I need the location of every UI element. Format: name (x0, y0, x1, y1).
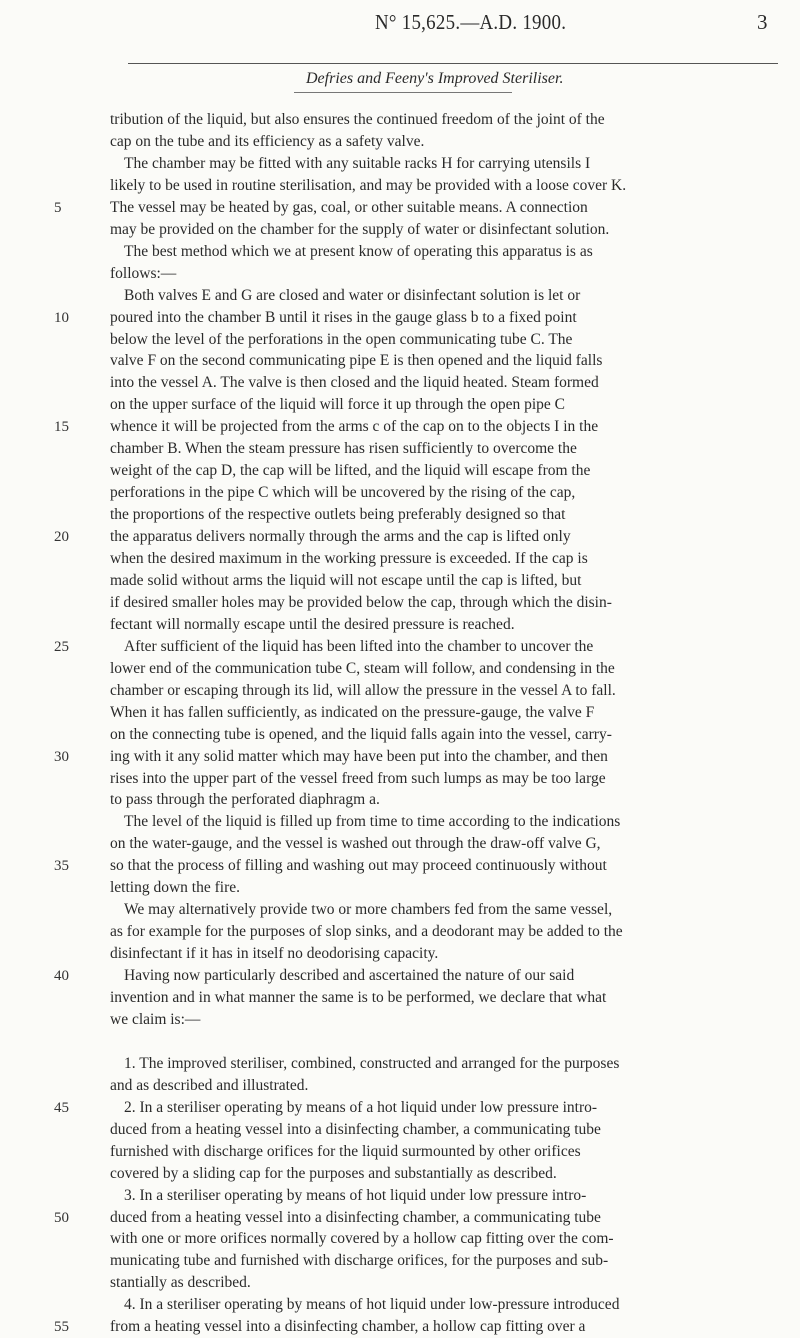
text-line (54, 943, 784, 965)
line-number: 10 (54, 309, 69, 326)
line-text: invention and in what manner the same is to be performed, we declare that what (110, 989, 607, 1006)
text-line (54, 394, 784, 416)
text-line (54, 636, 784, 658)
line-text: When it has fallen sufficiently, as indicated on the pressure-gauge, the valve F (110, 703, 595, 721)
text-line (54, 416, 784, 438)
line-text: The best method which we at present know of operating this apparatus is as (124, 242, 593, 260)
text-line (54, 724, 784, 746)
header-rule (128, 63, 778, 64)
text-line (54, 109, 784, 131)
line-text: likely to be used in routine sterilisation, and may be provided with a loose cover K. (110, 176, 627, 194)
text-line (54, 1031, 784, 1053)
text-line (54, 350, 784, 372)
line-text: perforations in the pipe C which will be uncovered by the rising of the cap, (110, 484, 576, 502)
line-text: follows:— (110, 264, 177, 282)
line-text: stantially as described. (110, 1274, 251, 1292)
line-text: ing with it any solid matter which may have been put into the chamber, and then (110, 747, 608, 765)
text-line (54, 329, 784, 351)
line-number: 5 (54, 199, 62, 216)
text-line (54, 1163, 784, 1185)
running-title: Defries and Feeny's Improved Steriliser. (306, 70, 564, 87)
line-text: weight of the cap D, the cap will be lifted, and the liquid will escape from the (110, 462, 591, 480)
line-text: below the level of the perforations in the open communicating tube C. The (110, 330, 573, 348)
line-text: disinfectant if it has in itself no deodorising capacity. (110, 945, 439, 963)
line-text: lower end of the communication tube C, steam will follow, and condensing in the (110, 659, 615, 677)
line-text: whence it will be projected from the arms c of the cap on to the objects I in the (110, 418, 599, 436)
line-text: into the vessel A. The valve is then closed and the liquid heated. Steam formed (110, 374, 599, 392)
text-line (54, 877, 784, 899)
line-text: 3. In a steriliser operating by means of hot liquid under low pressure intro- (124, 1186, 587, 1204)
text-line (54, 153, 784, 175)
text-line (54, 460, 784, 482)
text-line (54, 1075, 784, 1097)
line-text: 4. In a steriliser operating by means of hot liquid under low-pressure introduced (124, 1296, 620, 1314)
line-text: the apparatus delivers normally through the arms and the cap is lifted only (110, 528, 571, 546)
line-number: 25 (54, 638, 69, 655)
line-text: letting down the fire. (110, 879, 240, 897)
text-line (54, 1272, 784, 1294)
line-text: covered by a sliding cap for the purposes and substantially as described. (110, 1164, 557, 1182)
text-line (54, 855, 784, 877)
text-line (54, 1185, 784, 1207)
text-line (54, 833, 784, 855)
line-text: The chamber may be fitted with any suitable racks H for carrying utensils I (124, 154, 591, 172)
text-line (54, 1053, 784, 1075)
text-line (54, 504, 784, 526)
text-line (54, 263, 784, 285)
text-line (54, 614, 784, 636)
text-line (54, 131, 784, 153)
line-number: 35 (54, 858, 69, 875)
patent-number: N° 15,625.—A.D. 1900. (375, 10, 567, 34)
line-number: 15 (54, 419, 69, 436)
page-number: 3 (757, 10, 768, 34)
text-line (54, 1141, 784, 1163)
text-line (54, 241, 784, 263)
text-line (54, 702, 784, 724)
line-text: valve F on the second communicating pipe E is then opened and the liquid falls (110, 352, 603, 370)
line-text: The vessel may be heated by gas, coal, or other suitable means. A connection (110, 198, 588, 216)
line-text: tribution of the liquid, but also ensures the continued freedom of the joint of the (110, 111, 605, 128)
text-line (54, 921, 784, 943)
line-number: 55 (54, 1319, 69, 1336)
line-text: fectant will normally escape until the desired pressure is reached. (110, 615, 515, 633)
text-line (54, 175, 784, 197)
line-text: Having now particularly described and ascertained the nature of our said (124, 967, 575, 985)
line-text: we claim is:— (110, 1010, 201, 1028)
line-text: rises into the upper part of the vessel freed from such lumps as may be too large (110, 769, 606, 787)
line-number: 45 (54, 1099, 69, 1116)
text-line (54, 746, 784, 768)
line-text: chamber B. When the steam pressure has risen sufficiently to overcome the (110, 440, 577, 458)
line-text: the proportions of the respective outlets being preferably designed so that (110, 506, 566, 524)
line-number: 40 (54, 968, 69, 985)
line-text: from a heating vessel into a disinfecting chamber, a hollow cap fitting over a (110, 1318, 586, 1336)
line-text: and as described and illustrated. (110, 1076, 309, 1094)
line-number: 20 (54, 529, 69, 546)
text-line (54, 680, 784, 702)
text-line (54, 307, 784, 329)
line-text: chamber or escaping through its lid, will allow the pressure in the vessel A to fall. (110, 681, 616, 699)
line-text: on the upper surface of the liquid will force it up through the open pipe C (110, 396, 565, 414)
line-text: cap on the tube and its efficiency as a safety valve. (110, 132, 425, 150)
line-text: furnished with discharge orifices for the liquid surmounted by other orifices (110, 1142, 581, 1160)
line-text: made solid without arms the liquid will not escape until the cap is lifted, but (110, 571, 582, 589)
text-line (54, 768, 784, 790)
text-line (54, 197, 784, 219)
line-text: duced from a heating vessel into a disinfecting chamber, a communicating tube (110, 1208, 601, 1226)
text-line (54, 987, 784, 1009)
line-text: with one or more orifices normally covered by a hollow cap fitting over the com- (110, 1230, 614, 1248)
text-line (54, 1097, 784, 1119)
text-line (54, 482, 784, 504)
line-text: 1. The improved steriliser, combined, constructed and arranged for the purposes (124, 1054, 620, 1072)
line-number: 30 (54, 748, 69, 765)
line-text: may be provided on the chamber for the supply of water or disinfectant solution. (110, 220, 610, 238)
page-header (0, 10, 800, 40)
line-text: Both valves E and G are closed and water or disinfectant solution is let or (124, 286, 581, 304)
line-text: on the water-gauge, and the vessel is washed out through the draw-off valve G, (110, 835, 601, 853)
line-text: as for example for the purposes of slop sinks, and a deodorant may be added to the (110, 923, 623, 941)
line-text: We may alternatively provide two or more chambers fed from the same vessel, (124, 901, 613, 919)
text-line (54, 570, 784, 592)
text-line (54, 789, 784, 811)
text-line (54, 548, 784, 570)
line-text: if desired smaller holes may be provided below the cap, through which the disin- (110, 593, 612, 611)
text-line (54, 899, 784, 921)
line-text: poured into the chamber B until it rises in the gauge glass b to a fixed point (110, 308, 577, 326)
line-text: After sufficient of the liquid has been lifted into the chamber to uncover the (124, 637, 594, 655)
text-line (54, 285, 784, 307)
text-line (54, 1250, 784, 1272)
text-line (54, 1009, 784, 1031)
text-line (54, 1228, 784, 1250)
text-line (54, 219, 784, 241)
text-line (54, 1207, 784, 1229)
line-text: duced from a heating vessel into a disinfecting chamber, a communicating tube (110, 1120, 601, 1138)
line-text: so that the process of filling and washing out may proceed continuously without (110, 857, 607, 875)
text-line (54, 592, 784, 614)
text-line (54, 1316, 784, 1338)
text-line (54, 965, 784, 987)
line-text: to pass through the perforated diaphragm a. (110, 791, 380, 809)
line-text: on the connecting tube is opened, and the liquid falls again into the vessel, carry- (110, 725, 612, 743)
line-text: municating tube and furnished with discharge orifices, for the purposes and sub- (110, 1252, 609, 1270)
title-rule (294, 92, 512, 93)
text-line (54, 811, 784, 833)
text-line (54, 1119, 784, 1141)
line-text: when the desired maximum in the working pressure is exceeded. If the cap is (110, 550, 588, 567)
line-text: 2. In a steriliser operating by means of a hot liquid under low pressure intro- (124, 1098, 598, 1116)
line-text: The level of the liquid is filled up from time to time according to the indications (124, 813, 621, 831)
line-number: 50 (54, 1209, 69, 1226)
text-line (54, 526, 784, 548)
text-line (54, 438, 784, 460)
text-line (54, 372, 784, 394)
text-line (54, 658, 784, 680)
